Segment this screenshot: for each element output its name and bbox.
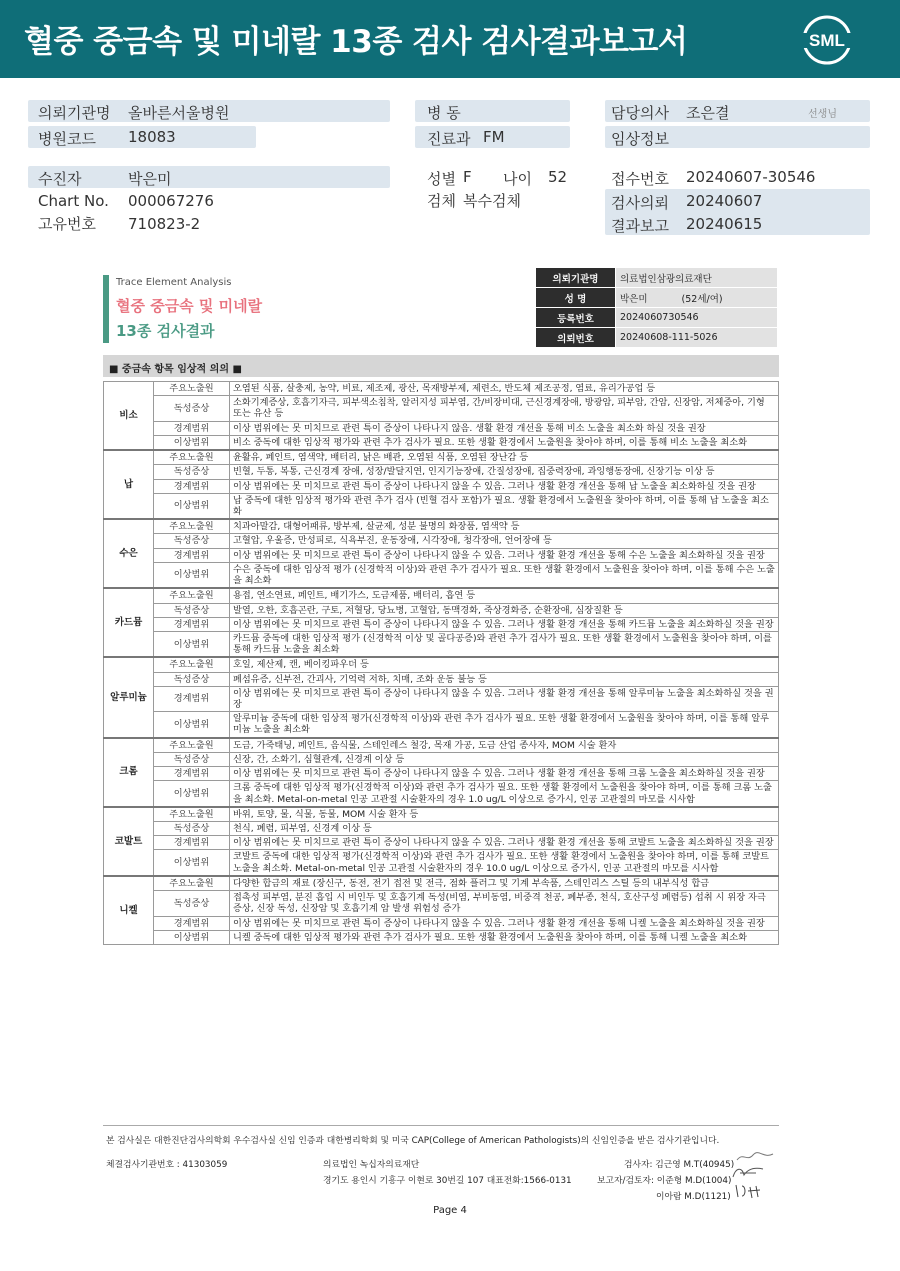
ward-label: 병 동: [427, 104, 461, 122]
row-category: 주요노출원: [154, 876, 230, 891]
table-row: [104, 519, 779, 534]
element-name: 니켈: [104, 876, 154, 945]
age-label: 나이: [503, 170, 532, 188]
row-category: 경계범위: [154, 916, 230, 930]
row-text: 용접, 연소연료, 페인트, 배기가스, 도금제품, 배터리, 흡연 등: [230, 588, 779, 603]
partner-info-table: [535, 267, 778, 348]
table-row: [104, 657, 779, 672]
table-row: [104, 686, 779, 711]
row-category: 이상범위: [154, 493, 230, 519]
row-category: 이상범위: [154, 562, 230, 588]
reporter: 보고자/검토자: 이준형 M.D(1004): [597, 1176, 732, 1186]
row-category: 경계범위: [154, 686, 230, 711]
row-category: 경계범위: [154, 836, 230, 850]
row-text: 이상 범위에는 못 미치므로 관련 특이 증상이 나타나지 않을 수 있음. 그러나 생활 환경 개선을 통해 수은 노출을 최소화하실 것을 권장: [230, 548, 779, 562]
tester-signature-icon: [735, 1150, 775, 1164]
row-category: 독성증상: [154, 752, 230, 766]
row-text: 크롬 중독에 대한 임상적 평가(신경학적 이상)와 관련 추가 검사가 필요. 또한 생활 환경에서 노출원을 찾아야 하며, 이를 통해 크롬 노출을 최소화. Metal-on-metal 인공 고관절 시술환자의 경우 1.0 ug/L 이상으로 증가시, 인공 고관절의 마모를 시사함: [230, 781, 779, 807]
row-category: 이상범위: [154, 712, 230, 738]
table-row: [104, 930, 779, 944]
page-number: Page 4: [433, 1205, 467, 1216]
partner-age-sex: (52세/여): [681, 293, 723, 305]
row-category: 주요노출원: [154, 738, 230, 753]
reporter-signature-icon: [730, 1163, 766, 1181]
partner-key: 의뢰번호: [536, 328, 616, 348]
report-header: [0, 0, 900, 78]
table-row: [104, 603, 779, 617]
row-text: 오염된 식품, 살충제, 농약, 비료, 제조제, 광산, 목재방부제, 제련소, 반도체 제조공정, 염료, 유리가공업 등: [230, 382, 779, 396]
table-row: [104, 450, 779, 465]
row-text: 발열, 오한, 호흡곤란, 구토, 저혈당, 당뇨병, 고혈압, 동맥경화, 죽상경화증, 순환장애, 심장질환 등: [230, 603, 779, 617]
table-row: [104, 396, 779, 421]
row-category: 주요노출원: [154, 450, 230, 465]
table-row: [104, 435, 779, 450]
table-row: [104, 382, 779, 396]
row-category: 이상범위: [154, 781, 230, 807]
row-category: 경계범위: [154, 617, 230, 631]
hospital-code-label: 병원코드: [38, 130, 96, 148]
clinical-significance-table: [103, 381, 779, 945]
table-row: [104, 562, 779, 588]
chart-label: Chart No.: [38, 192, 109, 210]
dept-value: FM: [483, 128, 505, 146]
table-row: [104, 781, 779, 807]
section-title: ■ 중금속 항목 임상적 의의 ■: [103, 355, 779, 377]
table-row: [104, 767, 779, 781]
table-row: [104, 807, 779, 822]
partner-key: 등록번호: [536, 308, 616, 328]
footer-divider: [103, 1125, 779, 1126]
row-text: 도금, 가죽태닝, 페인트, 음식물, 스테인레스 철강, 목재 가공, 도금 산업 종사자, MOM 시술 환자: [230, 738, 779, 753]
patient-value: 박은미: [128, 170, 172, 188]
table-row: [104, 712, 779, 738]
row-category: 독성증상: [154, 891, 230, 916]
row-text: 이상 범위에는 못 미치므로 관련 특이 증상이 나타나지 않을 수 있음. 그러나 생활 환경 개선을 통해 카드뮴 노출을 최소화하실 것을 권장: [230, 617, 779, 631]
table-row: [104, 479, 779, 493]
row-text: 바위, 토양, 물, 식물, 동물, MOM 시술 환자 등: [230, 807, 779, 822]
row-text: 이상 범위에는 못 미치므로 관련 특이 증상이 나타나지 않을 수 있음. 그러나 생활 환경 개선을 통해 납 노출을 최소화하실 것을 권장: [230, 479, 779, 493]
element-name: 수은: [104, 519, 154, 588]
element-name: 크롬: [104, 738, 154, 807]
row-category: 경계범위: [154, 767, 230, 781]
row-text: 호일, 제산제, 캔, 베이킹파우더 등: [230, 657, 779, 672]
table-row: [104, 916, 779, 930]
row-text: 다양한 합금의 재료 (장신구, 동전, 전기 접전 및 전극, 점화 플러그 및 기계 부속품, 스테인리스 스틸 등의 내부식성 합금: [230, 876, 779, 891]
uid-label: 고유번호: [38, 215, 96, 233]
table-row: [104, 672, 779, 686]
subtitle-line2: 13종 검사결과: [116, 322, 215, 340]
row-text: 이상 범위에는 못 미치므로 관련 특이 증상이 나타나지 않을 수 있음. 그러나 생활 환경 개선을 통해 코발트 노출을 최소화하실 것을 권장: [230, 836, 779, 850]
row-text: 수은 중독에 대한 임상적 평가 (신경학적 이상)와 관련 추가 검사가 필요. 또한 생활 환경에서 노출원을 찾아야 하며, 이를 통해 수은 노출을 최소화: [230, 562, 779, 588]
table-row: [104, 588, 779, 603]
element-name: 코발트: [104, 807, 154, 876]
table-row: [104, 876, 779, 891]
row-category: 주요노출원: [154, 657, 230, 672]
sex-value: F: [463, 168, 472, 186]
row-category: 독성증상: [154, 534, 230, 548]
subtitle-line1: 혈중 중금속 및 미네랄: [116, 297, 263, 315]
partner-key: 성 명: [536, 288, 616, 308]
row-text: 알루미늄 중독에 대한 임상적 평가(신경학적 이상)와 관련 추가 검사가 필요. 또한 생활 환경에서 노출원을 찾아야 하며, 이를 통해 알루미늄 노출을 최소화: [230, 712, 779, 738]
table-row: [104, 891, 779, 916]
sex-label: 성별: [427, 170, 456, 188]
table-row: [104, 493, 779, 519]
row-category: 독성증상: [154, 822, 230, 836]
table-row: [104, 836, 779, 850]
reviewer-signature-icon: [732, 1182, 766, 1200]
table-row: [104, 421, 779, 435]
subtitle-english: Trace Element Analysis: [116, 277, 232, 288]
row-text: 신장, 간, 소화기, 심혈관계, 신경계 이상 등: [230, 752, 779, 766]
institution-value: 올바른서울병원: [128, 104, 230, 122]
hospital-code-value: 18083: [128, 128, 176, 146]
row-text: 이상 범위에는 못 미치므로 관련 특이 증상이 나타나지 않을 수 있음. 그러나 생활 환경 개선을 통해 크롬 노출을 최소화하실 것을 권장: [230, 767, 779, 781]
row-category: 독성증상: [154, 465, 230, 479]
receipt-value: 20240607-30546: [686, 168, 816, 186]
certification-note: 본 검사실은 대한진단검사의학회 우수검사실 신임 인증과 대한병리학회 및 미국 CAP(College of American Pathologists)의 신임인증을 받은 검사기관입니다.: [106, 1136, 720, 1146]
institution-label: 의뢰기관명: [38, 104, 111, 122]
specimen-label: 검체: [427, 192, 456, 210]
table-row: [104, 738, 779, 753]
row-text: 윤활유, 페인트, 염색약, 배터리, 낡은 배관, 오염된 식품, 오염된 장난감 등: [230, 450, 779, 465]
row-category: 주요노출원: [154, 588, 230, 603]
doctor-label: 담당의사: [611, 104, 669, 122]
row-text: 폐섬유증, 신부전, 간괴사, 기억력 저하, 치매, 조화 운동 불능 등: [230, 672, 779, 686]
row-text: 니켈 중독에 대한 임상적 평가와 관련 추가 검사가 필요. 또한 생활 환경에서 노출원을 찾아야 하며, 이를 통해 니켈 노출을 최소화: [230, 930, 779, 944]
table-row: [104, 850, 779, 876]
row-text: 빈혈, 두통, 복통, 근신경계 장애, 성장/발달지연, 인지기능장애, 간질성장애, 집중력장애, 과잉행동장애, 신장기능 이상 등: [230, 465, 779, 479]
row-category: 독성증상: [154, 672, 230, 686]
organization-address: 경기도 용인시 기흥구 이현로 30번길 107 대표전화:1566-0131: [323, 1176, 572, 1186]
svg-text:SML: SML: [809, 31, 845, 50]
row-category: 주요노출원: [154, 807, 230, 822]
table-row: [104, 752, 779, 766]
partner-value: 20240608-111-5026: [616, 328, 778, 348]
partner-name: 박은미: [620, 293, 648, 305]
lab-number: 체결검사기관번호 : 41303059: [106, 1160, 228, 1170]
row-text: 비소 중독에 대한 임상적 평가와 관련 추가 검사가 필요. 또한 생활 환경에서 노출원을 찾아야 하며, 이를 통해 비소 노출을 최소화: [230, 435, 779, 450]
table-row: [104, 534, 779, 548]
reviewer: 이아람 M.D(1121): [656, 1192, 731, 1202]
table-row: [104, 822, 779, 836]
partner-value: 2024060730546: [616, 308, 778, 328]
request-value: 20240607: [686, 192, 763, 210]
row-category: 이상범위: [154, 930, 230, 944]
table-row: [104, 465, 779, 479]
row-text: 천식, 폐렴, 피부염, 신경계 이상 등: [230, 822, 779, 836]
partner-value: [616, 288, 778, 308]
dept-label: 진료과: [427, 130, 471, 148]
row-text: 고혈압, 우울증, 만성피로, 식욕부진, 운동장애, 시각장애, 청각장애, 언어장애 등: [230, 534, 779, 548]
row-text: 이상 범위에는 못 미치므로 관련 특이 증상이 나타나지 않을 수 있음. 그러나 생활 환경 개선을 통해 알루미늄 노출을 최소화하실 것을 권장: [230, 686, 779, 711]
sml-logo-icon: [800, 13, 854, 67]
doctor-suffix: 선생님: [808, 109, 837, 120]
specimen-value: 복수검체: [463, 192, 521, 210]
row-category: 이상범위: [154, 850, 230, 876]
element-name: 납: [104, 450, 154, 519]
row-category: 경계범위: [154, 479, 230, 493]
clinical-label: 임상정보: [611, 130, 669, 148]
uid-value: 710823-2: [128, 215, 201, 233]
tester: 검사자: 김근영 M.T(40945): [624, 1160, 735, 1170]
row-text: 치과아말감, 대형어패류, 방부제, 살균제, 성분 불명의 화장품, 염색약 등: [230, 519, 779, 534]
patient-label: 수진자: [38, 170, 82, 188]
row-category: 이상범위: [154, 435, 230, 450]
row-category: 주요노출원: [154, 382, 230, 396]
row-category: 경계범위: [154, 421, 230, 435]
element-name: 비소: [104, 382, 154, 451]
report-title: 혈중 중금속 및 미네랄 13종 검사 검사결과보고서: [24, 24, 688, 60]
row-text: 소화기계증상, 호흡기자극, 피부색소침착, 알러지성 피부염, 간/비장비대, 근신경계장애, 방광암, 피부암, 간암, 신장암, 저체중아, 기형 또는 유산 등: [230, 396, 779, 421]
element-name: 알루미늄: [104, 657, 154, 737]
row-text: 이상 범위에는 못 미치므로 관련 특이 증상이 나타나지 않음. 생활 환경 개선을 통해 비소 노출을 최소화 하실 것을 권장: [230, 421, 779, 435]
partner-key: 의뢰기관명: [536, 268, 616, 288]
row-category: 경계범위: [154, 548, 230, 562]
subtitle-accent: [103, 275, 109, 343]
row-text: 카드뮴 중독에 대한 임상적 평가 (신경학적 이상 및 골다공증)와 관련 추가 검사가 필요. 또한 생활 환경에서 노출원을 찾아야 하며, 이를 통해 카드뮴 노출을 최소화: [230, 631, 779, 657]
report-date-label: 결과보고: [611, 217, 669, 235]
row-text: 코발트 중독에 대한 임상적 평가(신경학적 이상)와 관련 추가 검사가 필요. 또한 생활 환경에서 노출원을 찾아야 하며, 이를 통해 코발트 노출을 최소화. Metal-on-metal 인공 고관절 시술환자의 경우 10.0 ug/L 이상으로 증가시, 인공 고관절의 마모를 시사함: [230, 850, 779, 876]
table-row: [104, 631, 779, 657]
organization-name: 의료법인 녹십자의료재단: [323, 1160, 420, 1170]
row-category: 이상범위: [154, 631, 230, 657]
doctor-value: 조은결: [686, 104, 730, 122]
request-label: 검사의뢰: [611, 194, 669, 212]
row-category: 독성증상: [154, 396, 230, 421]
age-value: 52: [548, 168, 568, 186]
table-row: [104, 617, 779, 631]
report-date-value: 20240615: [686, 215, 763, 233]
element-name: 카드뮴: [104, 588, 154, 657]
row-text: 접촉성 피부염, 분진 흡입 시 비인두 및 호흡기계 독성(비염, 부비동염, 비중격 천공, 폐부종, 천식, 호산구성 폐렴등) 섭취 시 위장 자극 증상, 신장 독성, 신장암 및 호흡기계 암 발생 위험성 증가: [230, 891, 779, 916]
row-text: 이상 범위에는 못 미치므로 관련 특이 증상이 나타나지 않을 수 있음. 그러나 생활 환경 개선을 통해 니켈 노출을 최소화하실 것을 권장: [230, 916, 779, 930]
row-text: 납 중독에 대한 임상적 평가와 관련 추가 검사 (빈혈 검사 포함)가 필요. 생활 환경에서 노출원을 찾아야 하며, 이를 통해 납 노출을 최소화: [230, 493, 779, 519]
table-row: [104, 548, 779, 562]
row-category: 독성증상: [154, 603, 230, 617]
partner-value: 의료법인삼광의료재단: [616, 268, 778, 288]
receipt-label: 접수번호: [611, 170, 669, 188]
chart-value: 000067276: [128, 192, 214, 210]
row-category: 주요노출원: [154, 519, 230, 534]
